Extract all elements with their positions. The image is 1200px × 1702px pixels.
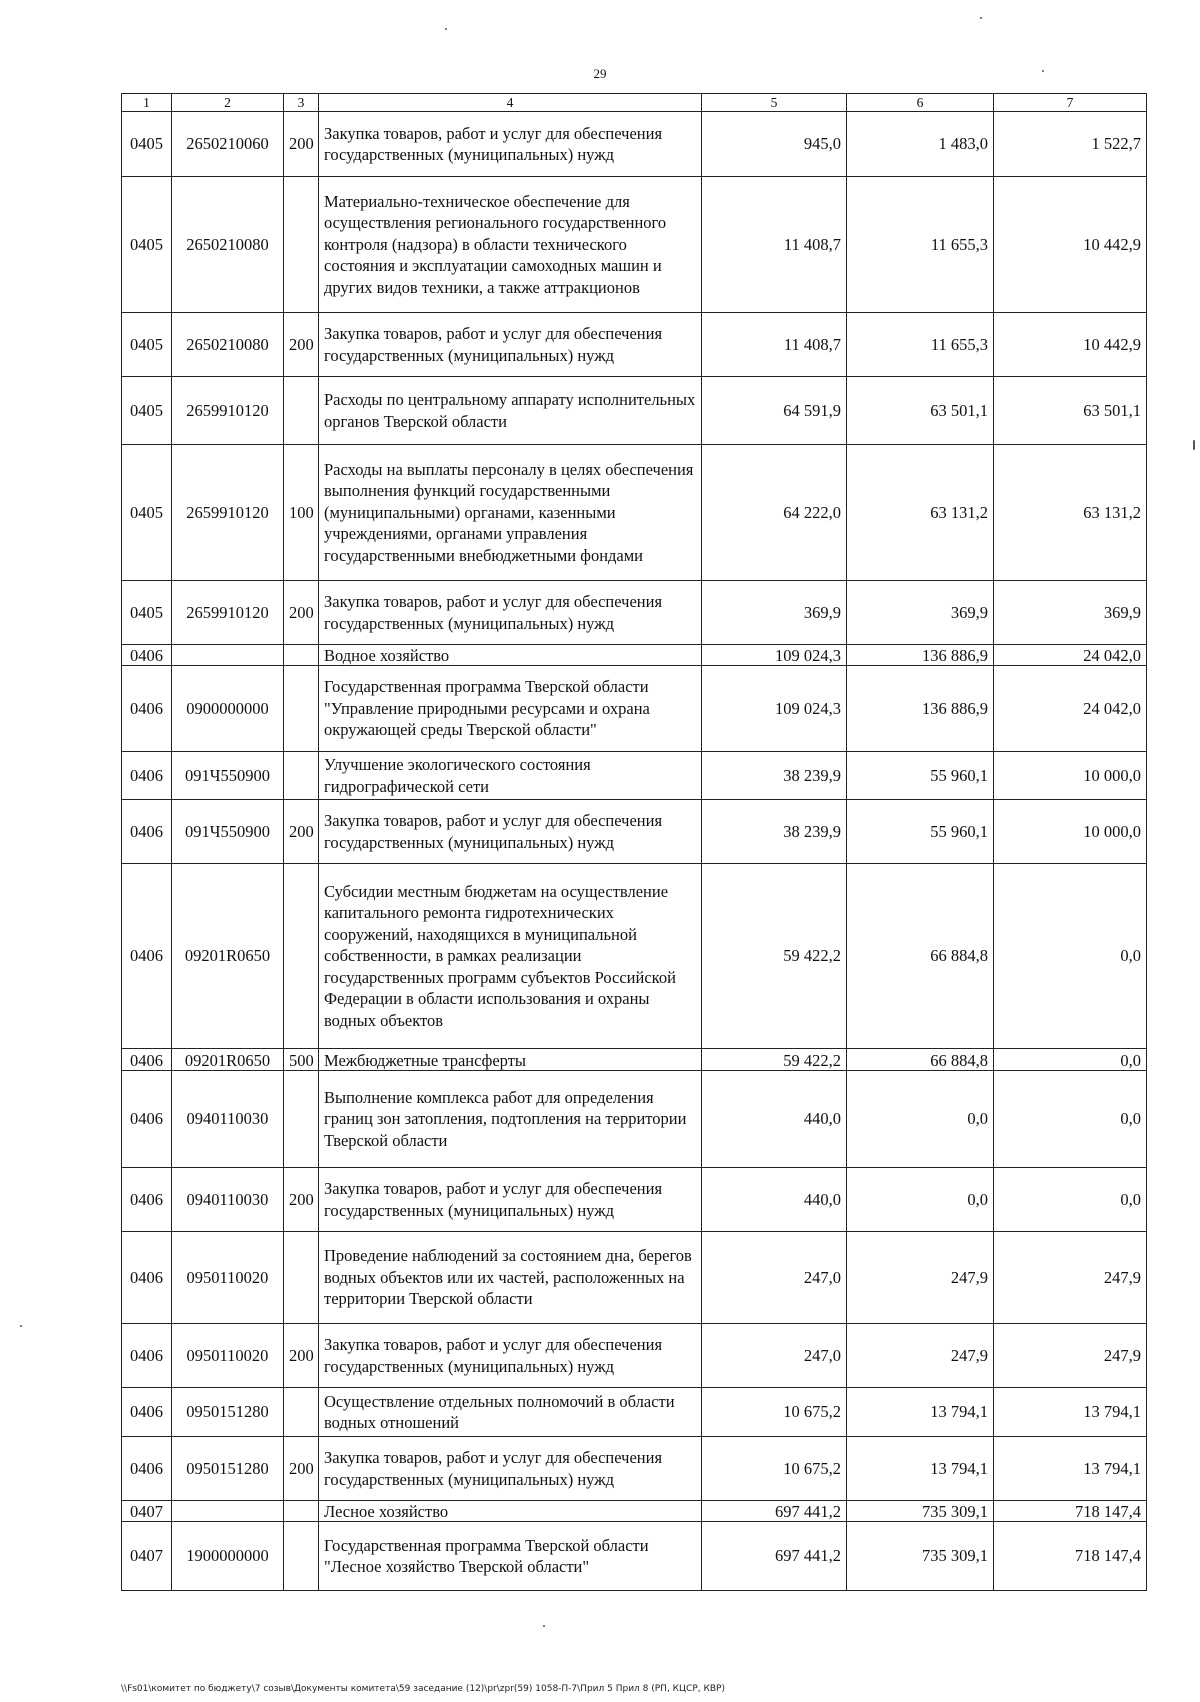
section-code-cell: 0405 <box>122 112 172 177</box>
value-2024-cell: 66 884,8 <box>847 1049 994 1071</box>
value-2025-cell: 63 131,2 <box>994 445 1147 581</box>
target-article-cell: 2659910120 <box>172 445 284 581</box>
page-number: 29 <box>593 66 607 81</box>
expense-type-cell: 100 <box>284 445 319 581</box>
scan-speck <box>1193 440 1195 450</box>
expense-type-cell: 200 <box>284 581 319 645</box>
value-2025-cell: 10 442,9 <box>994 177 1147 313</box>
target-article-cell: 2650210060 <box>172 112 284 177</box>
value-2024-cell: 13 794,1 <box>847 1388 994 1437</box>
value-2024-cell: 63 501,1 <box>847 377 994 445</box>
value-2024-cell: 13 794,1 <box>847 1437 994 1501</box>
value-2023-cell: 369,9 <box>702 581 847 645</box>
value-2025-cell: 0,0 <box>994 1071 1147 1168</box>
table-row <box>122 1522 1147 1591</box>
expense-type-cell <box>284 645 319 666</box>
name-cell: Закупка товаров, работ и услуг для обеспечения государственных (муниципальных) нужд <box>319 313 702 377</box>
section-code-cell: 0406 <box>122 800 172 864</box>
name-cell: Закупка товаров, работ и услуг для обеспечения государственных (муниципальных) нужд <box>319 112 702 177</box>
table-row <box>122 445 1147 581</box>
expense-type-cell <box>284 1388 319 1437</box>
value-2025-cell: 0,0 <box>994 1168 1147 1232</box>
name-cell: Расходы на выплаты персоналу в целях обеспечения выполнения функций государственными (муниципальными) органами, казенными учреждениями, органами управления государственными внебюджетными фондами <box>319 445 702 581</box>
section-code-cell: 0405 <box>122 581 172 645</box>
value-2024-cell: 1 483,0 <box>847 112 994 177</box>
value-2024-cell: 66 884,8 <box>847 864 994 1049</box>
target-article-cell: 0950110020 <box>172 1324 284 1388</box>
value-2024-cell: 55 960,1 <box>847 800 994 864</box>
table-row <box>122 645 1147 666</box>
name-cell: Закупка товаров, работ и услуг для обеспечения государственных (муниципальных) нужд <box>319 1168 702 1232</box>
column-header-4: 4 <box>319 94 702 112</box>
target-article-cell: 0940110030 <box>172 1168 284 1232</box>
table-row <box>122 1437 1147 1501</box>
name-cell: Улучшение экологического состояния гидрографической сети <box>319 752 702 800</box>
target-article-cell: 0950151280 <box>172 1437 284 1501</box>
expense-type-cell: 200 <box>284 112 319 177</box>
value-2025-cell: 247,9 <box>994 1232 1147 1324</box>
value-2025-cell: 0,0 <box>994 1049 1147 1071</box>
section-code-cell: 0406 <box>122 1071 172 1168</box>
expense-type-cell: 200 <box>284 1168 319 1232</box>
value-2025-cell: 24 042,0 <box>994 645 1147 666</box>
table-row <box>122 1388 1147 1437</box>
column-header-7: 7 <box>994 94 1147 112</box>
value-2024-cell: 247,9 <box>847 1324 994 1388</box>
name-cell: Осуществление отдельных полномочий в области водных отношений <box>319 1388 702 1437</box>
value-2023-cell: 64 222,0 <box>702 445 847 581</box>
table-row <box>122 800 1147 864</box>
expense-type-cell <box>284 1522 319 1591</box>
expense-type-cell <box>284 1232 319 1324</box>
name-cell: Материально-техническое обеспечение для осуществления регионального государственного контроля (надзора) в области технического состояния и эксплуатации самоходных машин и других видов техники, а также аттракционов <box>319 177 702 313</box>
name-cell: Субсидии местным бюджетам на осуществление капитального ремонта гидротехнических сооружений, находящихся в муниципальной собственности, в рамках реализации государственных программ субъектов Российской Федерации в области использования и охраны водных объектов <box>319 864 702 1049</box>
name-cell: Государственная программа Тверской области "Управление природными ресурсами и охрана окружающей среды Тверской области" <box>319 666 702 752</box>
value-2023-cell: 59 422,2 <box>702 1049 847 1071</box>
value-2025-cell: 10 000,0 <box>994 752 1147 800</box>
budget-table <box>121 93 1147 1591</box>
header-row <box>122 94 1147 112</box>
section-code-cell: 0406 <box>122 1049 172 1071</box>
name-cell: Расходы по центральному аппарату исполнительных органов Тверской области <box>319 377 702 445</box>
scan-speck <box>543 1625 545 1627</box>
table-row <box>122 752 1147 800</box>
section-code-cell: 0406 <box>122 666 172 752</box>
expense-type-cell <box>284 177 319 313</box>
column-header-5: 5 <box>702 94 847 112</box>
value-2023-cell: 945,0 <box>702 112 847 177</box>
column-header-6: 6 <box>847 94 994 112</box>
target-article-cell: 0940110030 <box>172 1071 284 1168</box>
expense-type-cell <box>284 752 319 800</box>
column-header-1: 1 <box>122 94 172 112</box>
value-2024-cell: 735 309,1 <box>847 1522 994 1591</box>
value-2023-cell: 440,0 <box>702 1168 847 1232</box>
expense-type-cell: 500 <box>284 1049 319 1071</box>
value-2023-cell: 10 675,2 <box>702 1388 847 1437</box>
value-2025-cell: 718 147,4 <box>994 1522 1147 1591</box>
value-2025-cell: 718 147,4 <box>994 1501 1147 1522</box>
name-cell: Закупка товаров, работ и услуг для обеспечения государственных (муниципальных) нужд <box>319 800 702 864</box>
table-row <box>122 177 1147 313</box>
expense-type-cell <box>284 666 319 752</box>
value-2025-cell: 369,9 <box>994 581 1147 645</box>
name-cell: Выполнение комплекса работ для определения границ зон затопления, подтопления на территории Тверской области <box>319 1071 702 1168</box>
expense-type-cell: 200 <box>284 313 319 377</box>
target-article-cell: 09201R0650 <box>172 864 284 1049</box>
scan-speck <box>445 28 447 30</box>
table-row <box>122 313 1147 377</box>
expense-type-cell <box>284 1501 319 1522</box>
value-2023-cell: 38 239,9 <box>702 752 847 800</box>
value-2023-cell: 109 024,3 <box>702 645 847 666</box>
expense-type-cell: 200 <box>284 1324 319 1388</box>
expense-type-cell <box>284 377 319 445</box>
table-row <box>122 1232 1147 1324</box>
section-code-cell: 0406 <box>122 752 172 800</box>
section-code-cell: 0406 <box>122 1324 172 1388</box>
target-article-cell: 2650210080 <box>172 177 284 313</box>
name-cell: Закупка товаров, работ и услуг для обеспечения государственных (муниципальных) нужд <box>319 1324 702 1388</box>
table-row <box>122 864 1147 1049</box>
section-code-cell: 0406 <box>122 1232 172 1324</box>
value-2025-cell: 63 501,1 <box>994 377 1147 445</box>
name-cell: Закупка товаров, работ и услуг для обеспечения государственных (муниципальных) нужд <box>319 1437 702 1501</box>
value-2023-cell: 247,0 <box>702 1324 847 1388</box>
value-2024-cell: 369,9 <box>847 581 994 645</box>
name-cell: Закупка товаров, работ и услуг для обеспечения государственных (муниципальных) нужд <box>319 581 702 645</box>
name-cell: Водное хозяйство <box>319 645 702 666</box>
value-2023-cell: 11 408,7 <box>702 177 847 313</box>
value-2024-cell: 136 886,9 <box>847 666 994 752</box>
section-code-cell: 0406 <box>122 1168 172 1232</box>
table-row <box>122 1071 1147 1168</box>
value-2023-cell: 11 408,7 <box>702 313 847 377</box>
value-2023-cell: 10 675,2 <box>702 1437 847 1501</box>
value-2023-cell: 59 422,2 <box>702 864 847 1049</box>
value-2025-cell: 1 522,7 <box>994 112 1147 177</box>
target-article-cell: 2659910120 <box>172 581 284 645</box>
target-article-cell: 091Ч550900 <box>172 800 284 864</box>
table-row <box>122 1501 1147 1522</box>
value-2024-cell: 11 655,3 <box>847 313 994 377</box>
target-article-cell: 2659910120 <box>172 377 284 445</box>
value-2024-cell: 63 131,2 <box>847 445 994 581</box>
section-code-cell: 0406 <box>122 864 172 1049</box>
value-2023-cell: 109 024,3 <box>702 666 847 752</box>
value-2024-cell: 0,0 <box>847 1168 994 1232</box>
table-row <box>122 1049 1147 1071</box>
scan-speck <box>1042 70 1044 72</box>
target-article-cell: 1900000000 <box>172 1522 284 1591</box>
table-row <box>122 581 1147 645</box>
value-2025-cell: 13 794,1 <box>994 1437 1147 1501</box>
expense-type-cell <box>284 1071 319 1168</box>
scan-speck <box>980 17 982 19</box>
value-2025-cell: 10 442,9 <box>994 313 1147 377</box>
value-2023-cell: 697 441,2 <box>702 1501 847 1522</box>
column-header-3: 3 <box>284 94 319 112</box>
target-article-cell <box>172 1501 284 1522</box>
value-2023-cell: 440,0 <box>702 1071 847 1168</box>
column-header-2: 2 <box>172 94 284 112</box>
value-2025-cell: 13 794,1 <box>994 1388 1147 1437</box>
table-row <box>122 1324 1147 1388</box>
expense-type-cell: 200 <box>284 1437 319 1501</box>
value-2024-cell: 735 309,1 <box>847 1501 994 1522</box>
expense-type-cell <box>284 864 319 1049</box>
expense-type-cell: 200 <box>284 800 319 864</box>
table-row <box>122 1168 1147 1232</box>
section-code-cell: 0405 <box>122 313 172 377</box>
target-article-cell: 2650210080 <box>172 313 284 377</box>
value-2023-cell: 64 591,9 <box>702 377 847 445</box>
name-cell: Лесное хозяйство <box>319 1501 702 1522</box>
section-code-cell: 0406 <box>122 1437 172 1501</box>
value-2024-cell: 247,9 <box>847 1232 994 1324</box>
table-row <box>122 666 1147 752</box>
section-code-cell: 0405 <box>122 445 172 581</box>
value-2024-cell: 55 960,1 <box>847 752 994 800</box>
value-2024-cell: 136 886,9 <box>847 645 994 666</box>
name-cell: Межбюджетные трансферты <box>319 1049 702 1071</box>
value-2023-cell: 247,0 <box>702 1232 847 1324</box>
table-row <box>122 377 1147 445</box>
value-2025-cell: 247,9 <box>994 1324 1147 1388</box>
target-article-cell: 091Ч550900 <box>172 752 284 800</box>
value-2025-cell: 10 000,0 <box>994 800 1147 864</box>
section-code-cell: 0406 <box>122 645 172 666</box>
value-2025-cell: 24 042,0 <box>994 666 1147 752</box>
name-cell: Государственная программа Тверской области "Лесное хозяйство Тверской области" <box>319 1522 702 1591</box>
section-code-cell: 0405 <box>122 177 172 313</box>
scan-speck <box>20 1325 22 1327</box>
section-code-cell: 0406 <box>122 1388 172 1437</box>
target-article-cell: 0900000000 <box>172 666 284 752</box>
table-row <box>122 112 1147 177</box>
value-2024-cell: 11 655,3 <box>847 177 994 313</box>
name-cell: Проведение наблюдений за состоянием дна, берегов водных объектов или их частей, расположенных на территории Тверской области <box>319 1232 702 1324</box>
section-code-cell: 0407 <box>122 1501 172 1522</box>
target-article-cell <box>172 645 284 666</box>
target-article-cell: 0950151280 <box>172 1388 284 1437</box>
target-article-cell: 0950110020 <box>172 1232 284 1324</box>
target-article-cell: 09201R0650 <box>172 1049 284 1071</box>
value-2023-cell: 38 239,9 <box>702 800 847 864</box>
value-2025-cell: 0,0 <box>994 864 1147 1049</box>
file-path-footer: \\Fs01\комитет по бюджету\7 созыв\Документы комитета\59 заседание (12)\pr\zpr(59) 1058-П-7\Прил 5 Прил 8 (РП, КЦСР, КВР) <box>121 1684 725 1694</box>
value-2023-cell: 697 441,2 <box>702 1522 847 1591</box>
section-code-cell: 0405 <box>122 377 172 445</box>
section-code-cell: 0407 <box>122 1522 172 1591</box>
value-2024-cell: 0,0 <box>847 1071 994 1168</box>
